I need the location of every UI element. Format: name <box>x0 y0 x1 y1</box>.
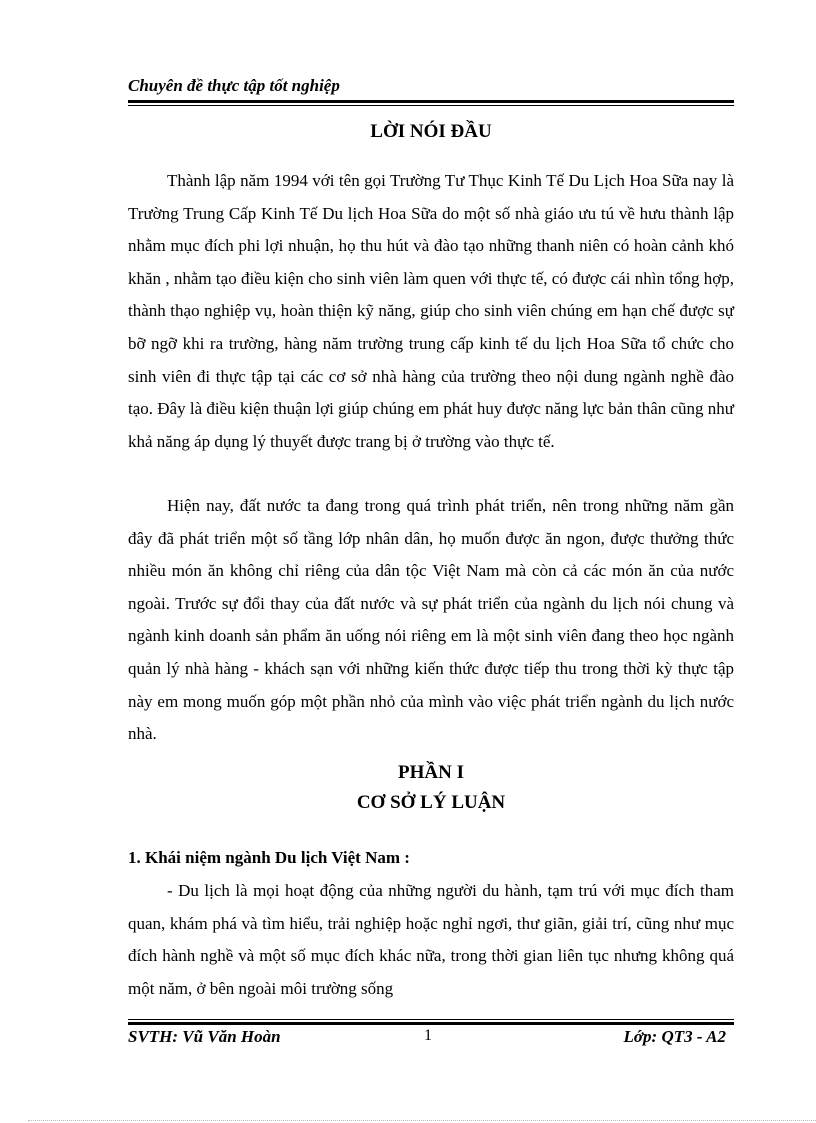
footer-page-number: 1 <box>424 1027 432 1044</box>
header-rule-thick <box>128 100 734 103</box>
preface-paragraph-1: Thành lập năm 1994 với tên gọi Trường Tư Thục Kinh Tế Du Lịch Hoa Sữa nay là Trường Trung Cấp Kinh Tế Du lịch Hoa Sữa do một số nhà giáo ưu tú về hưu thành lập nhằm mục đích phi lợi nhuận, họ thu hút và đào tạo những thanh niên có hoàn cảnh khó khăn , nhằm tạo điều kiện cho sinh viên làm quen với thực tế, có được cái nhìn tổng hợp, thành thạo nghiệp vụ, hoàn thiện kỹ năng, giúp cho sinh viên chúng em hạn chế được sự bỡ ngỡ khi ra trường, hàng năm trường trung cấp kinh tế du lịch Hoa Sữa tổ chức cho sinh viên đi thực tập tại các cơ sở nhà hàng của trường theo nội dung ngành nghề đào tạo. Đây là điều kiện thuận lợi giúp chúng em phát huy được năng lực bản thân cũng như khả năng áp dụng lý thuyết được trang bị ở trường vào thực tế. <box>128 171 735 451</box>
preface-paragraph-2: Hiện nay, đất nước ta đang trong quá trình phát triển, nên trong những năm gần đây đã phát triển một số tầng lớp nhân dân, họ muốn được ăn ngon, được thưởng thức nhiều món ăn không chỉ riêng của dân tộc Việt Nam mà còn cả các món ăn của nước ngoài. Trước sự đổi thay của đất nước và sự phát triển của ngành du lịch nói chung và ngành kinh doanh sản phẩm ăn uống nói riêng em là một sinh viên đang theo học ngành quản lý nhà hàng - khách sạn với những kiến thức được tiếp thu trong thời kỳ thực tập này em mong muốn góp một phần nhỏ của mình vào việc phát triển ngành du lịch nước nhà. <box>128 496 734 744</box>
footer-rule-thick <box>128 1022 734 1025</box>
page-bottom-dotted-line <box>28 1120 816 1121</box>
header-title: Chuyên đề thực tập tốt nghiệp <box>128 76 340 95</box>
section-1-title: 1. Khái niệm ngành Du lịch Việt Nam : <box>128 848 410 867</box>
part-title: CƠ SỞ LÝ LUẬN <box>356 792 506 813</box>
section-1-paragraph: - Du lịch là mọi hoạt động của những người du hành, tạm trú với mục đích tham quan, khám phá và tìm hiểu, trải nghiệp hoặc nghỉ ngơi, thư giãn, giải trí, cũng như mục đích hành nghề và một số mục đích khác nữa, trong thời gian liên tục nhưng không quá một năm, ở bên ngoài môi trường sống <box>128 881 734 998</box>
footer-class: Lớp: QT3 - A2 <box>623 1027 726 1046</box>
part-number: PHẦN I <box>398 762 464 783</box>
header-rule-thin <box>128 105 734 106</box>
footer-student-name: SVTH: Vũ Văn Hoàn <box>128 1027 281 1046</box>
footer-rule-thin <box>128 1019 734 1020</box>
preface-title: LỜI NÓI ĐẦU <box>370 121 492 142</box>
